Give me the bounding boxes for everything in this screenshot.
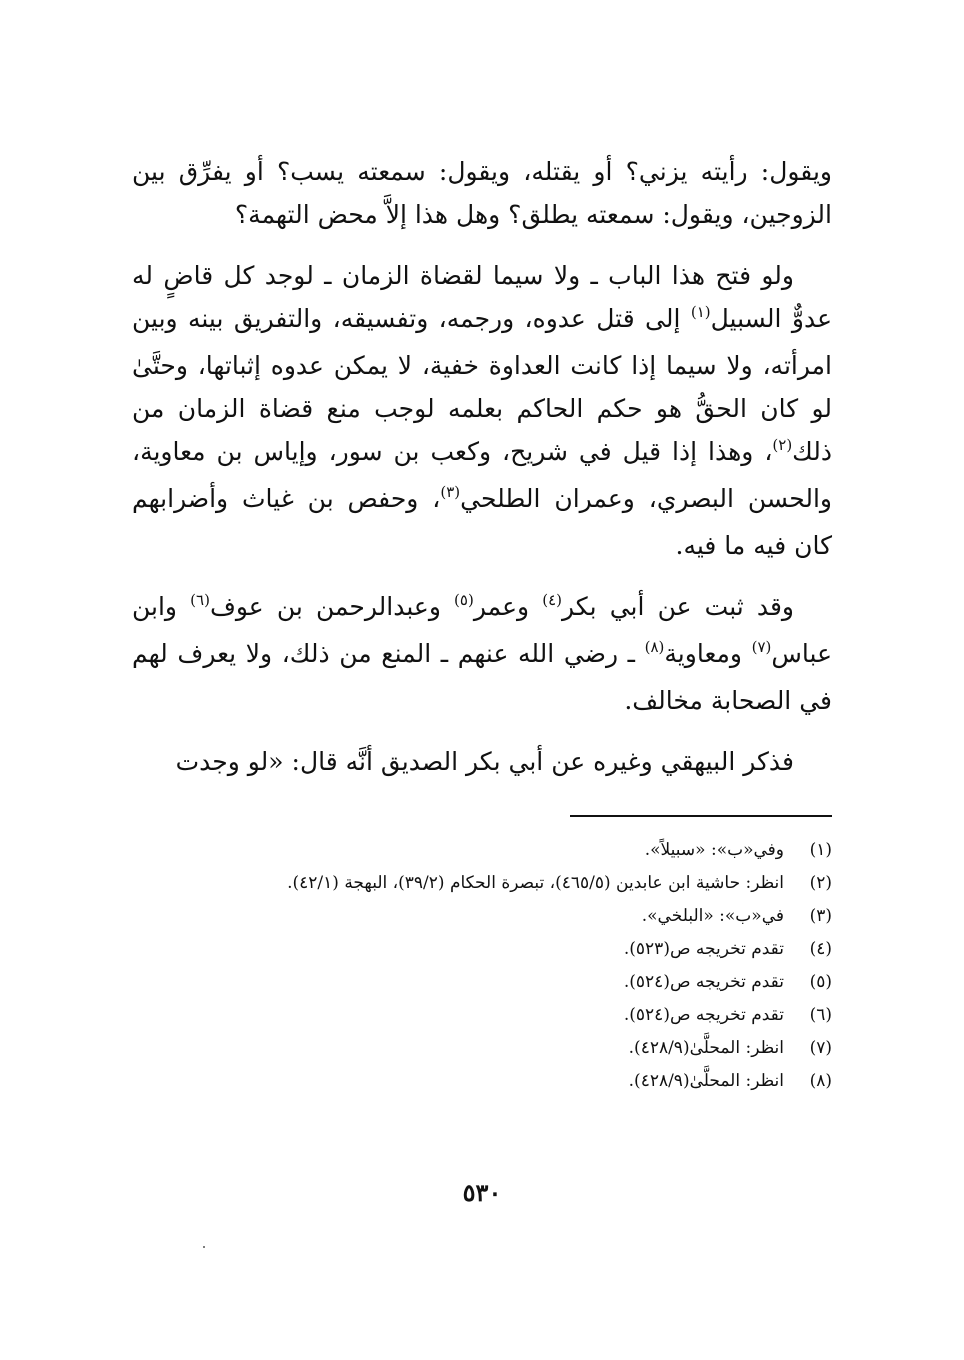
paragraph <box>132 740 832 783</box>
paragraph <box>132 254 832 567</box>
paragraph-text: وابن عباس <box>132 592 832 668</box>
footnote-text: وفي«ب»: «سبيلاً». <box>644 840 784 860</box>
footnote-reference: (١) <box>690 303 711 321</box>
footnote-number: (٨) <box>809 1071 832 1091</box>
footnote <box>132 999 832 1032</box>
scan-speck <box>203 1246 205 1248</box>
main-text <box>132 150 832 801</box>
paragraph-text: ، وحفص بن غياث وأضرابهم كان فيه ما فيه. <box>132 484 832 560</box>
footnote-text: في«ب»: «البلخي». <box>641 906 784 926</box>
footnote <box>132 1065 832 1098</box>
footnote-number: (١) <box>809 840 832 860</box>
paragraph-text: وعمر <box>473 592 543 621</box>
paragraph <box>132 150 832 236</box>
footnote-reference: (٣) <box>440 483 461 501</box>
paragraph-text: ـ رضي الله عنهم ـ المنع من ذلك، ولا يعرف لهم في الصحابة مخالف. <box>132 639 832 715</box>
paragraph <box>132 585 832 722</box>
footnote-reference: (٨) <box>644 638 665 656</box>
footnote <box>132 867 832 900</box>
paragraph-text: وقد ثبت عن أبي بكر <box>562 592 795 621</box>
paragraph-text: إلى قتل عدوه، ورجمه، وتفسيقه، والتفريق بينه وبين امرأته، ولا سيما إذا كانت العداوة خفية، لا يمكن عدوه إثباتها، وحتَّىٰ لو كان الحقُّ هو حكم الحاكم بعلمه لوجب منع قضاة الزمان من ذلك <box>132 304 832 466</box>
footnote-number: (٤) <box>809 939 832 959</box>
footnote-number: (٥) <box>809 972 832 992</box>
footnote-text: تقدم تخريجه ص(٥٢٣). <box>623 939 784 959</box>
footnote <box>132 900 832 933</box>
paragraph-text: ولو فتح هذا الباب ـ ولا سيما لقضاة الزمان ـ لوجد كل قاضٍ له عدوٌّ السبيل <box>132 261 832 333</box>
paragraph-text: فذكر البيهقي وغيره عن أبي بكر الصديق أنَّه قال: «لو وجدت <box>175 747 794 776</box>
paragraph-text: ومعاوية <box>664 639 752 668</box>
footnote-reference: (٥) <box>454 591 474 609</box>
page-number: ٥٣٠ <box>462 1178 502 1207</box>
footnote-text: تقدم تخريجه ص(٥٢٤). <box>623 1005 784 1025</box>
footnote <box>132 1032 832 1065</box>
footnote <box>132 834 832 867</box>
paragraph-text: ويقول: رأيته يزني؟ أو يقتله، ويقول: سمعته يسب؟ أو يفرِّق بين الزوجين، ويقول: سمعته يطلق؟ وهل هذا إلاَّ محض التهمة؟ <box>132 157 832 229</box>
paragraph-text: ، وهذا إذا قيل في شريح، وكعب بن سور، وإياس بن معاوية، والحسن البصري، وعمران الطلحي <box>132 437 832 513</box>
footnotes <box>132 834 832 1098</box>
paragraph-text: وعبدالرحمن بن عوف <box>209 592 455 621</box>
footnote-text: انظر: المحلَّىٰ(٤٢٨/٩). <box>628 1038 784 1058</box>
footnote-text: تقدم تخريجه ص(٥٢٤). <box>623 972 784 992</box>
footnote-text: انظر: حاشية ابن عابدين (٤٦٥/٥)، تبصرة الحكام (٣٩/٢)، البهجة (٤٢/١). <box>287 873 784 893</box>
footnote-reference: (٧) <box>751 638 772 656</box>
footnote-reference: (٦) <box>190 591 210 609</box>
footnote-number: (٦) <box>809 1005 832 1025</box>
footnote-text: انظر: المحلَّىٰ(٤٢٨/٩). <box>628 1071 784 1091</box>
footnote-number: (٣) <box>809 906 832 926</box>
footnote <box>132 933 832 966</box>
footnote-separator <box>570 815 832 817</box>
footnote-reference: (٤) <box>542 591 562 609</box>
footnote-number: (٢) <box>809 873 832 893</box>
footnote <box>132 966 832 999</box>
footnote-reference: (٢) <box>772 436 793 454</box>
footnote-number: (٧) <box>809 1038 832 1058</box>
